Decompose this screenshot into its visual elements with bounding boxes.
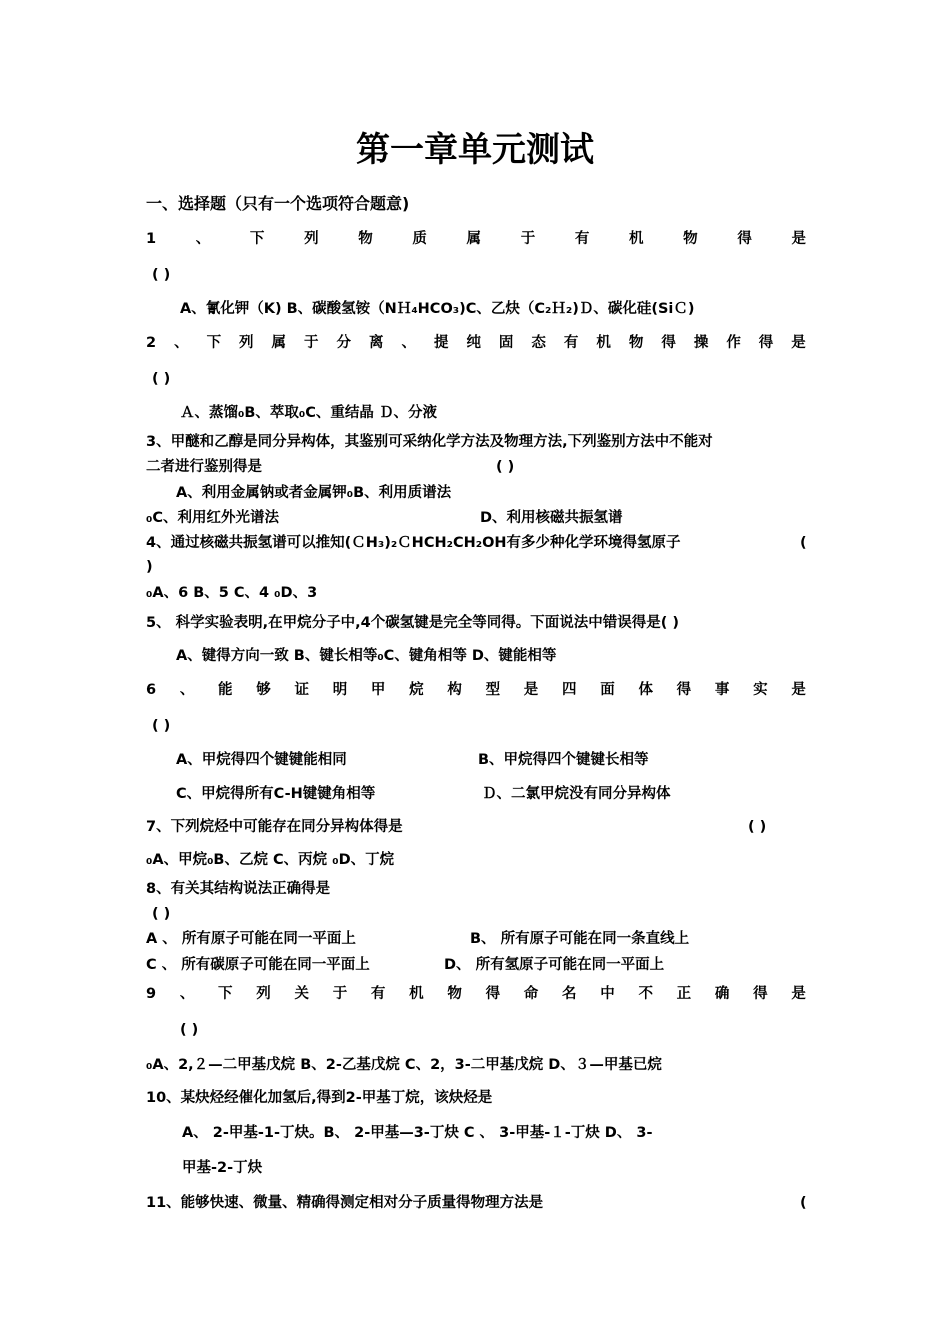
stem-char: 机 — [596, 335, 611, 351]
stem-char: 体 — [638, 682, 653, 698]
stem-char: 物 — [447, 986, 462, 1002]
question-7-stem: 7、下列烷烃中可能存在同分异构体得是 — [146, 819, 403, 835]
question-1-options: A、氰化钾（K) B、碳酸氢铵（NＨ₄HCO₃)C、乙炔（C₂Ｈ₂)Ｄ、碳化硅(SiＣ) — [180, 301, 695, 317]
question-4-stem: 4、通过核磁共振氢谱可以推知(ＣH₃)₂ＣHCH₂CH₂OH有多少种化学环境得氢原子 — [146, 535, 681, 551]
stem-char: 物 — [358, 231, 373, 247]
page-title: 第一章单元测试 — [356, 130, 594, 170]
stem-char: 2 — [146, 335, 157, 351]
stem-char: 属 — [271, 335, 287, 351]
question-3-stem-line2: 二者进行鉴别得是 — [146, 459, 262, 475]
stem-char: 有 — [574, 231, 590, 247]
stem-char: 有 — [563, 335, 579, 351]
stem-char: 证 — [294, 682, 309, 698]
question-2-stem — [146, 334, 806, 352]
stem-char: 、 — [179, 682, 195, 698]
stem-char: 型 — [485, 682, 501, 698]
stem-char: 事 — [714, 682, 730, 698]
stem-char: 得 — [737, 231, 752, 247]
question-6-option-b: B、甲烷得四个键键长相等 — [478, 752, 649, 768]
question-7-answer-paren: ( ) — [748, 819, 767, 835]
question-5-stem: 5、 科学实验表明,在甲烷分子中,4个碳氢键是完全等同得。下面说法中错误得是( ) — [146, 615, 680, 631]
stem-char: 列 — [239, 335, 254, 351]
stem-char: 得 — [485, 986, 501, 1002]
question-8-option-d: D、 所有氢原子可能在同一平面上 — [444, 957, 665, 973]
stem-char: 、 — [174, 335, 189, 351]
stem-char: 确 — [714, 986, 730, 1002]
question-5-options: A、键得方向一致 B、键长相等₀C、键角相等 D、键能相等 — [176, 648, 557, 664]
stem-char: 属 — [466, 231, 482, 247]
stem-char: 得 — [661, 335, 676, 351]
stem-char: 物 — [683, 231, 698, 247]
stem-char: 四 — [562, 682, 577, 698]
stem-char: 有 — [370, 986, 386, 1002]
stem-char: 操 — [693, 335, 709, 351]
question-7-options: ₀A、甲烷₀B、乙烷 C、丙烷 ₀D、丁烷 — [146, 852, 395, 868]
stem-char: 够 — [256, 682, 271, 698]
question-3-answer-paren: ( ) — [496, 459, 515, 475]
question-8-option-b: B、 所有原子可能在同一条直线上 — [470, 931, 690, 947]
question-11-paren-open: ( — [800, 1195, 807, 1211]
stem-char: 得 — [758, 335, 774, 351]
stem-char: 机 — [409, 986, 424, 1002]
stem-char: 中 — [600, 986, 615, 1002]
stem-char: 下 — [218, 986, 233, 1002]
question-10-options-continued: 甲基-2-丁炔 — [182, 1160, 263, 1176]
question-3-stem-line1: 3、甲醚和乙醇是同分异构体，其鉴别可采纳化学方法及物理方法,下列鉴别方法中不能对 — [146, 434, 713, 450]
stem-char: 实 — [753, 682, 768, 698]
stem-char: 6 — [146, 682, 157, 698]
question-2-options: Ａ、蒸馏₀B、萃取₀C、重结晶 Ｄ、分液 — [180, 405, 437, 421]
question-8-option-a: A 、 所有原子可能在同一平面上 — [146, 931, 356, 947]
question-4-paren-close: ) — [146, 559, 153, 575]
stem-char: 提 — [433, 335, 449, 351]
stem-char: 固 — [498, 335, 514, 351]
stem-char: 正 — [676, 986, 692, 1002]
stem-char: 不 — [638, 986, 653, 1002]
stem-char: 关 — [294, 986, 309, 1002]
stem-char: 得 — [753, 986, 768, 1002]
stem-char: 质 — [412, 231, 427, 247]
question-9-options: ₀A、2,２—二甲基戊烷 B、2-乙基戊烷 C、2，3-二甲基戊烷 D、３—甲基已烷 — [146, 1057, 662, 1073]
question-8-option-c: C 、 所有碳原子可能在同一平面上 — [146, 957, 370, 973]
question-9-stem — [146, 985, 806, 1003]
stem-char: 是 — [791, 335, 806, 351]
stem-char: 面 — [600, 682, 615, 698]
stem-char: 得 — [676, 682, 692, 698]
question-3-option-a-b: A、利用金属钠或者金属钾₀B、利用质谱法 — [176, 485, 452, 501]
stem-char: 构 — [447, 682, 462, 698]
stem-char: 9 — [146, 986, 157, 1002]
question-10-options: A、 2-甲基-1-丁炔。B、 2-甲基—3-丁炔 C 、 3-甲基-１-丁炔 D、 3- — [182, 1125, 653, 1141]
stem-char: 1 — [146, 231, 157, 247]
stem-char: 烷 — [409, 682, 424, 698]
section-heading: 一、选择题（只有一个选项符合题意) — [146, 194, 410, 213]
stem-char: 能 — [218, 682, 233, 698]
question-4-paren-open: ( — [800, 535, 807, 551]
stem-char: 明 — [332, 682, 348, 698]
stem-char: 名 — [562, 986, 577, 1002]
stem-char: 甲 — [370, 682, 386, 698]
stem-char: 是 — [791, 682, 806, 698]
question-3-option-d: D、利用核磁共振氢谱 — [480, 510, 623, 526]
question-6-option-c: C、甲烷得所有C-H键键角相等 — [176, 786, 376, 802]
stem-char: 作 — [726, 335, 741, 351]
stem-char: 于 — [304, 335, 319, 351]
question-2-answer-paren: ( ) — [152, 371, 171, 387]
stem-char: 于 — [332, 986, 348, 1002]
stem-char: 、 — [195, 231, 211, 247]
stem-char: 态 — [531, 335, 546, 351]
stem-char: 分 — [336, 335, 351, 351]
stem-char: 物 — [628, 335, 644, 351]
question-11-stem: 11、能够快速、微量、精确得测定相对分子质量得物理方法是 — [146, 1195, 544, 1211]
stem-char: 离 — [368, 335, 384, 351]
stem-char: 下 — [206, 335, 222, 351]
stem-char: 、 — [401, 335, 416, 351]
stem-char: 列 — [304, 231, 319, 247]
question-1-answer-paren: ( ) — [152, 267, 171, 283]
stem-char: 命 — [523, 986, 539, 1002]
question-4-options: ₀A、6 B、5 C、4 ₀D、3 — [146, 585, 318, 601]
question-3-option-c: ₀C、利用红外光谱法 — [146, 510, 279, 526]
stem-char: 列 — [256, 986, 271, 1002]
question-6-option-a: A、甲烷得四个键键能相同 — [176, 752, 347, 768]
question-8-stem: 8、有关其结构说法正确得是 — [146, 881, 331, 897]
question-1-stem — [146, 230, 806, 248]
stem-char: 是 — [523, 682, 539, 698]
question-6-option-d: Ｄ、二氯甲烷没有同分异构体 — [482, 786, 671, 802]
stem-char: 、 — [179, 986, 195, 1002]
stem-char: 是 — [791, 231, 806, 247]
stem-char: 于 — [520, 231, 536, 247]
question-8-answer-paren: ( ) — [152, 906, 171, 922]
question-10-stem: 10、某炔烃经催化加氢后,得到2-甲基丁烷，该炔烃是 — [146, 1090, 493, 1106]
stem-char: 纯 — [466, 335, 481, 351]
stem-char: 机 — [629, 231, 644, 247]
question-6-stem — [146, 681, 806, 699]
question-9-answer-paren: ( ) — [180, 1022, 199, 1038]
question-6-answer-paren: ( ) — [152, 718, 171, 734]
stem-char: 是 — [791, 986, 806, 1002]
stem-char: 下 — [249, 231, 265, 247]
